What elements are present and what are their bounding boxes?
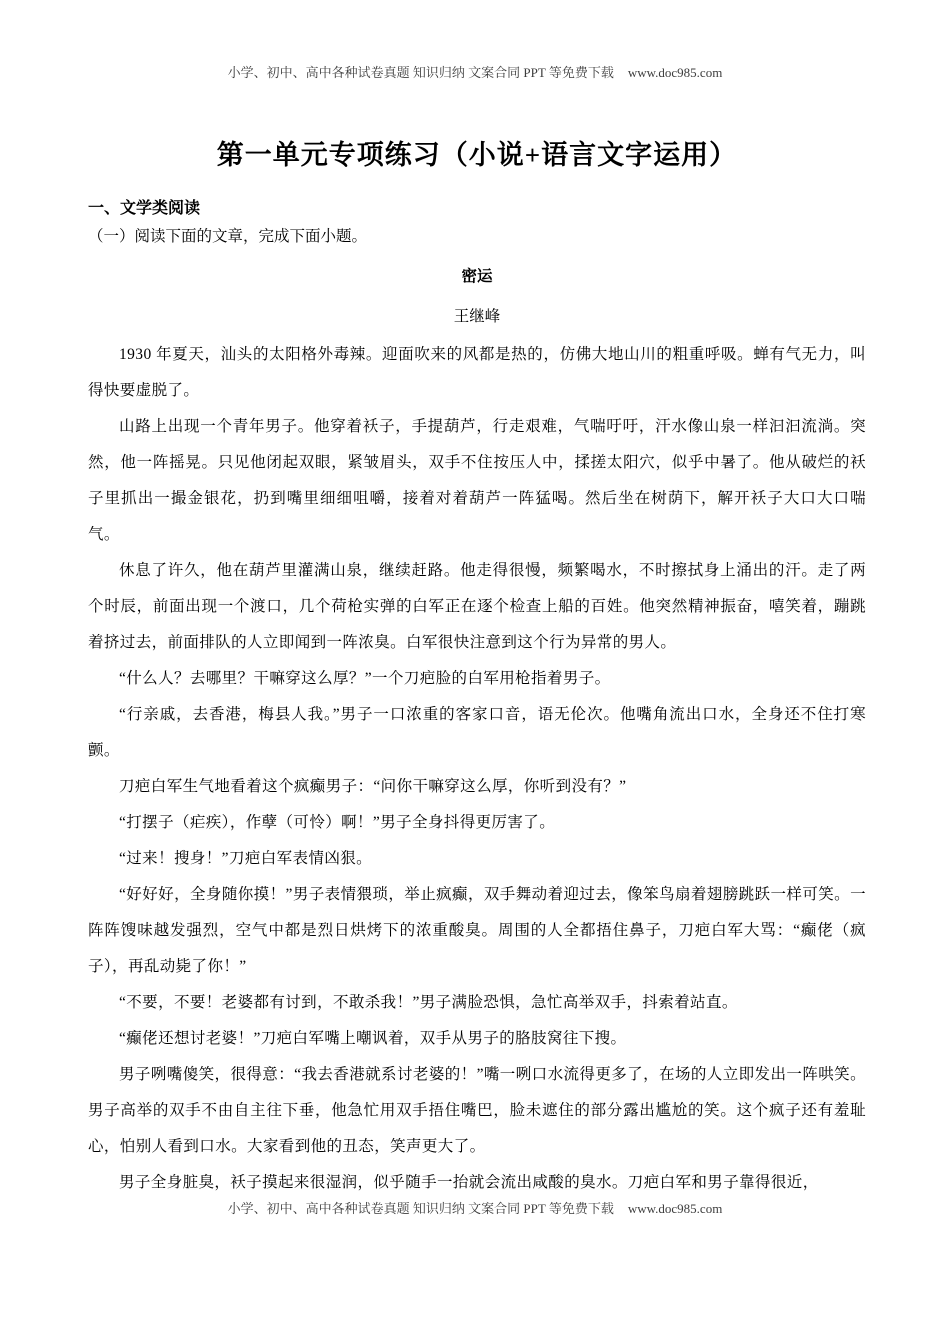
story-body (88, 337, 866, 1201)
story-paragraph: “癫佬还想讨老婆！”刀疤白军嘴上嘲讽着，双手从男子的胳肢窝往下搜。 (119, 1030, 627, 1048)
footer-site-url: www.doc985.com (627, 1201, 723, 1216)
story-paragraph: 休息了许久，他在葫芦里灌满山泉，继续赶路。他走得很慢，频繁喝水，不时擦拭身上涌出的汗。走了两个时辰，前面出现一个渡口，几个荷枪实弹的白军正在逐个检查上船的百姓。他突然精神振奋，嘻笑着，蹦跳着挤过去，前面排队的人立即闻到一阵浓臭。白军很快注意到这个行为异常的男人。 (88, 562, 866, 652)
story-author: 王继峰 (453, 308, 501, 326)
story-paragraph: “过来！搜身！”刀疤白军表情凶狠。 (119, 850, 373, 868)
story-paragraph: “好好好，全身随你摸！”男子表情猥琐，举止疯癫，双手舞动着迎过去，像笨鸟扇着翅膀跳跃一样可笑。一阵阵馊味越发强烈，空气中都是烈日烘烤下的浓重酸臭。周围的人全都捂住鼻子，刀疤白军大骂：“癫佬（疯子），再乱动毙了你！” (88, 886, 866, 976)
document-title: 第一单元专项练习（小说+语言文字运用） (216, 140, 738, 170)
header-promo-text: 小学、初中、高中各种试卷真题 知识归纳 文案合同 PPT 等免费下载 (227, 65, 614, 80)
page-header (0, 62, 950, 81)
story-paragraph: 刀疤白军生气地看着这个疯癫男子：“问你干嘛穿这么厚，你听到没有？” (119, 778, 627, 796)
story-paragraph: “打摆子（疟疾），作孽（可怜）啊！”男子全身抖得更厉害了。 (119, 814, 556, 832)
story-paragraph: 男子咧嘴傻笑，很得意：“我去香港就系讨老婆的！”嘴一咧口水流得更多了，在场的人立即发出一阵哄笑。男子高举的双手不由自主往下垂，他急忙用双手捂住嘴巴，脸未遮住的部分露出尴尬的笑。这个疯子还有羞耻心，怕别人看到口水。大家看到他的丑态，笑声更大了。 (88, 1066, 866, 1156)
reading-instruction: （一）阅读下面的文章，完成下面小题。 (88, 228, 368, 246)
page-footer (0, 1198, 950, 1217)
story-title: 密运 (461, 268, 493, 286)
story-paragraph: “行亲戚，去香港，梅县人我。”男子一口浓重的客家口音，语无伦次。他嘴角流出口水，全身还不住打寒颤。 (88, 706, 866, 760)
story-paragraph: “什么人？去哪里？干嘛穿这么厚？”一个刀疤脸的白军用枪指着男子。 (119, 670, 611, 688)
story-paragraph: “不要，不要！老婆都有讨到，不敢杀我！”男子满脸恐惧，急忙高举双手，抖索着站直。 (119, 994, 738, 1012)
story-paragraph: 1930 年夏天，汕头的太阳格外毒辣。迎面吹来的风都是热的，仿佛大地山川的粗重呼吸。蝉有气无力，叫得快要虚脱了。 (88, 346, 866, 400)
header-site-url: www.doc985.com (627, 65, 723, 80)
section-heading: 一、文学类阅读 (88, 200, 201, 218)
document-content (88, 138, 866, 1201)
footer-promo-text: 小学、初中、高中各种试卷真题 知识归纳 文案合同 PPT 等免费下载 (227, 1201, 614, 1216)
story-paragraph: 男子全身脏臭，袄子摸起来很湿润，似乎随手一抬就会流出咸酸的臭水。刀疤白军和男子靠得很近， (119, 1174, 819, 1192)
story-paragraph: 山路上出现一个青年男子。他穿着袄子，手提葫芦，行走艰难，气喘吁吁，汗水像山泉一样汩汩流淌。突然，他一阵摇晃。只见他闭起双眼，紧皱眉头，双手不住按压人中，揉搓太阳穴，似乎中暑了。他从破烂的袄子里抓出一撮金银花，扔到嘴里细细咀嚼，接着对着葫芦一阵猛喝。然后坐在树荫下，解开袄子大口大口喘气。 (88, 418, 866, 544)
